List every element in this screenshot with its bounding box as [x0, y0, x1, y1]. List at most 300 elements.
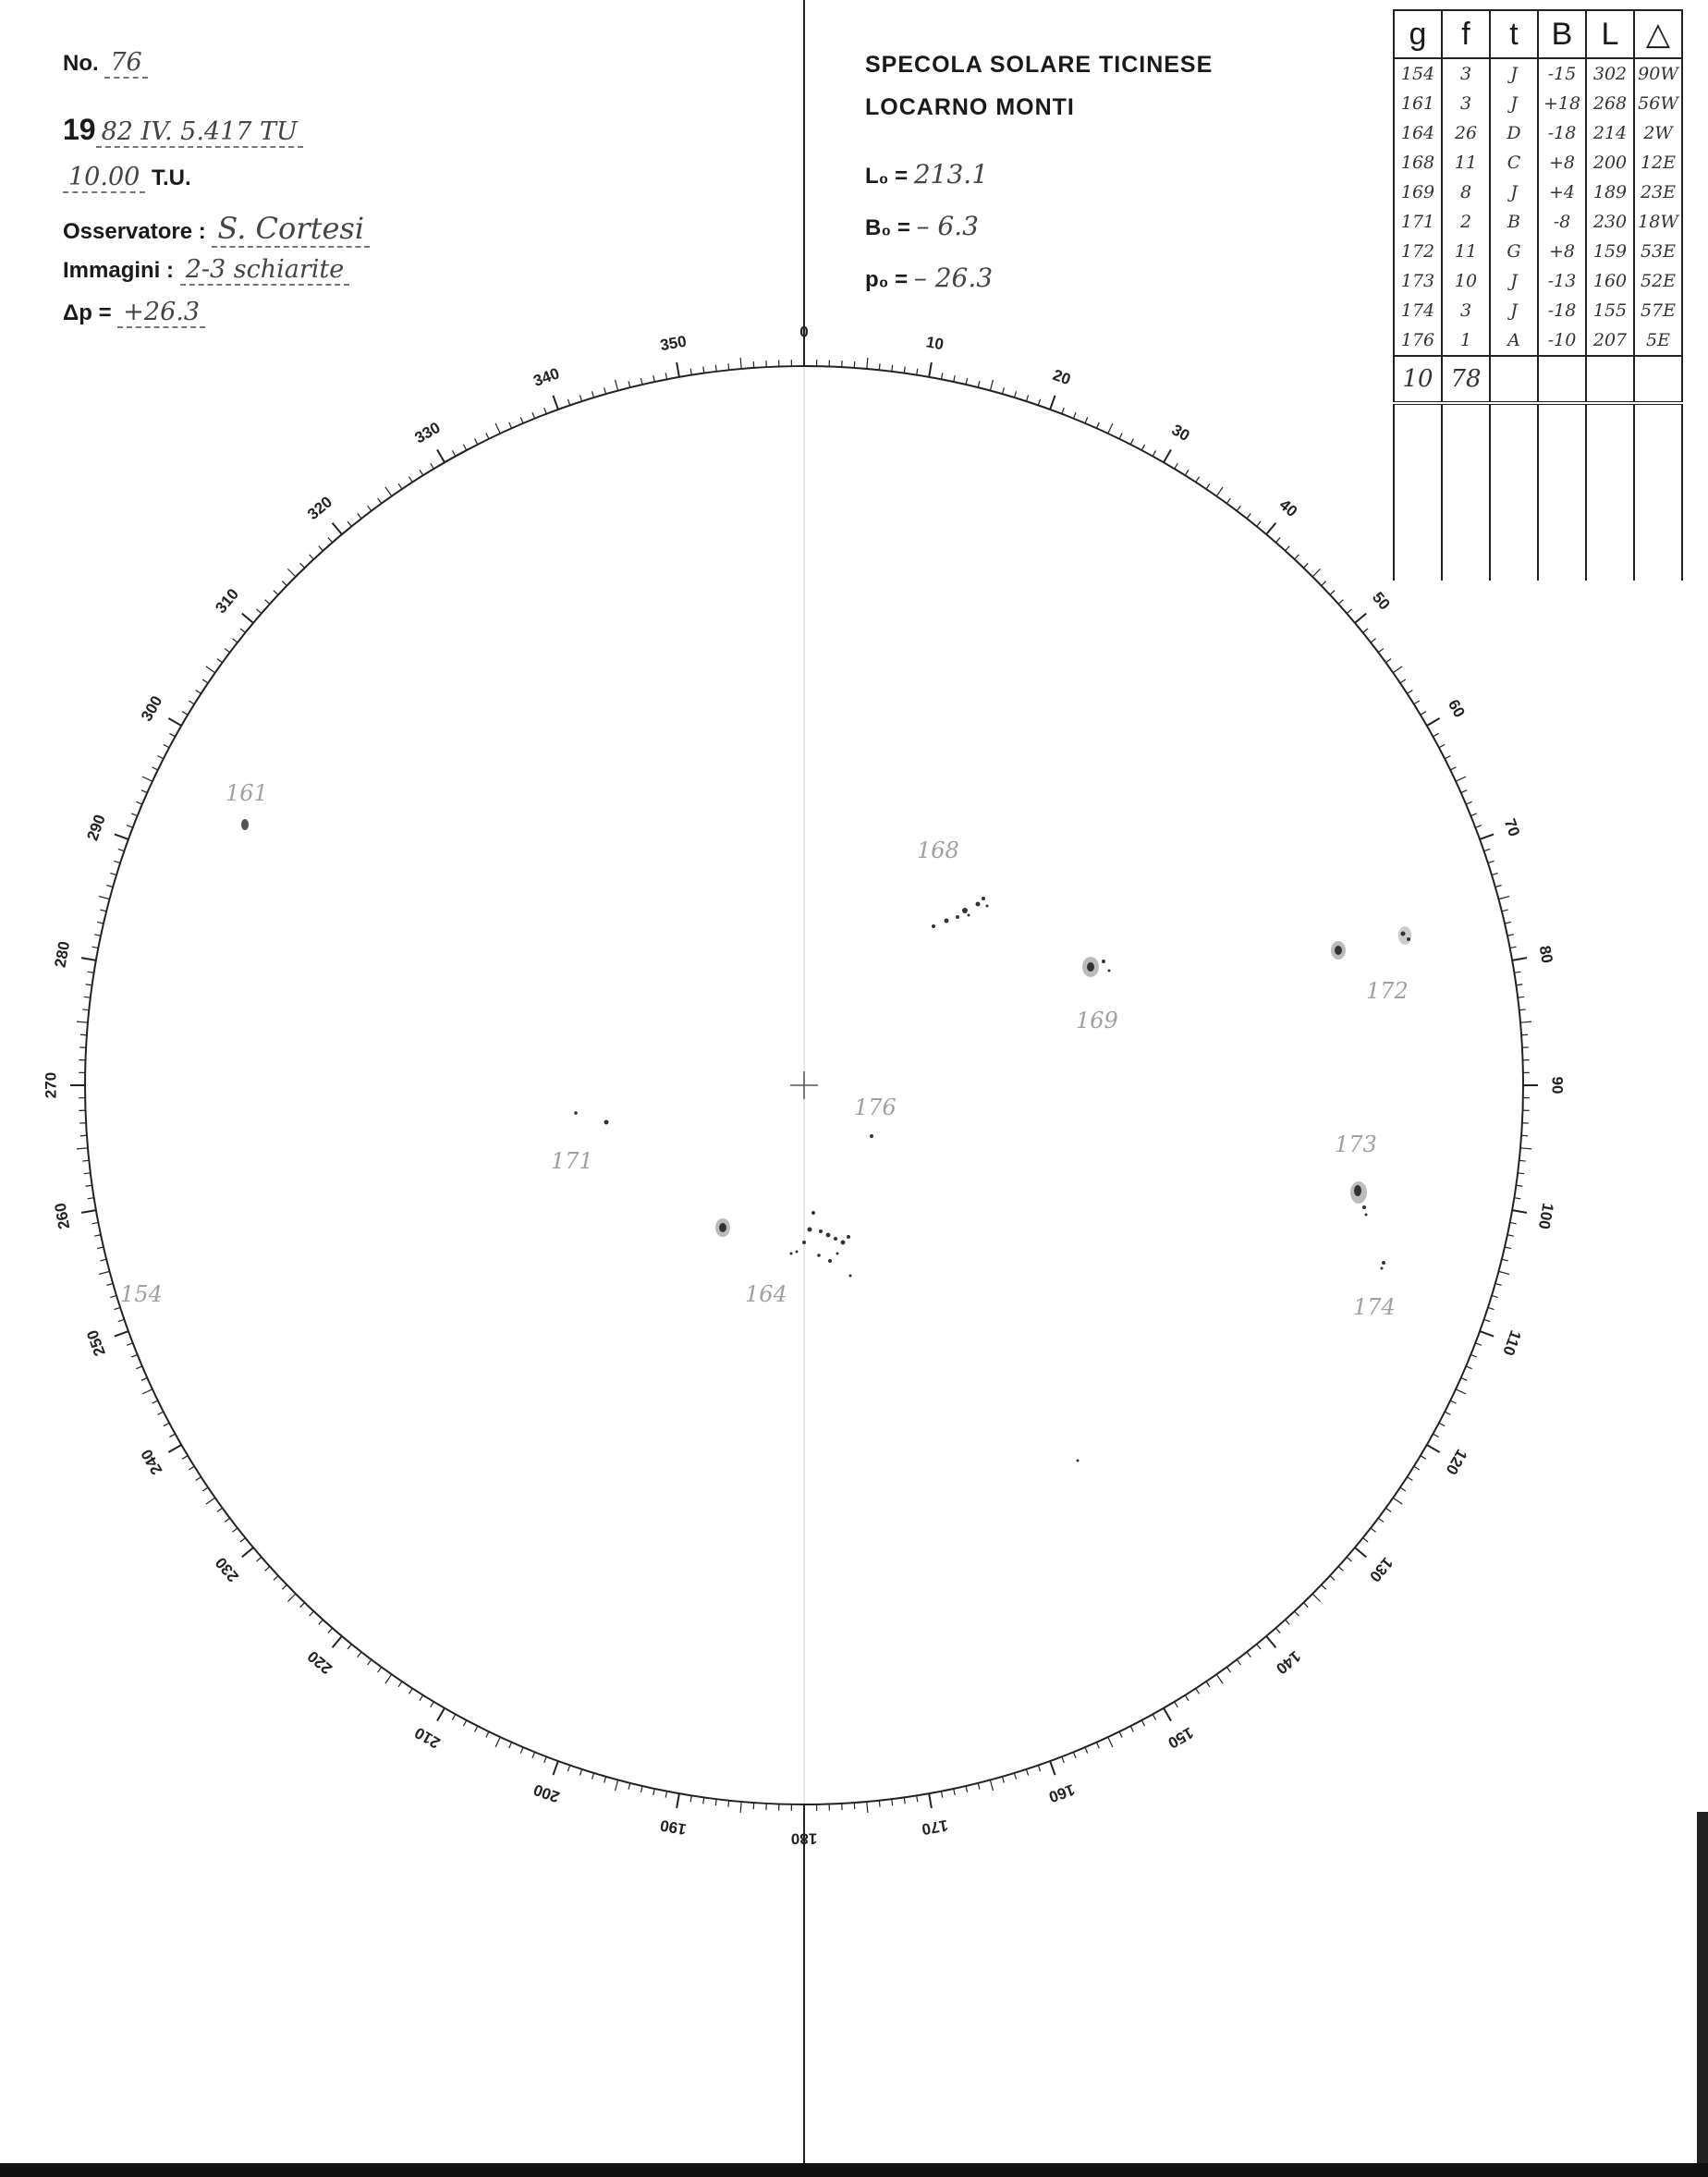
tick-mark — [300, 1603, 305, 1608]
tick-mark — [169, 1434, 175, 1437]
institution-location: LOCARNO MONTI — [865, 94, 1075, 120]
sunspot-161 — [241, 819, 249, 830]
tick-mark — [1498, 1271, 1509, 1274]
sunspot-169 — [1082, 957, 1111, 977]
tick-mark — [1085, 417, 1088, 422]
tick-mark — [86, 1185, 92, 1186]
tick-mark — [1141, 1720, 1144, 1726]
tick-mark — [385, 1674, 392, 1683]
tick-mark — [1014, 391, 1016, 397]
group-label-164: 164 — [745, 1281, 787, 1307]
cell-f: 10 — [1442, 266, 1490, 296]
tick-mark — [1196, 1688, 1200, 1694]
center-cross — [790, 1071, 818, 1099]
tick-mark — [917, 1795, 918, 1802]
tick-label-330: 330 — [411, 418, 444, 447]
tick-label-220: 220 — [304, 1646, 336, 1678]
images-value: 2-3 schiarite — [180, 255, 350, 286]
tick-mark — [1062, 1756, 1065, 1763]
tick-mark — [206, 667, 215, 673]
tick-mark — [168, 718, 181, 726]
tick-mark — [1363, 1538, 1368, 1542]
tick-label-40: 40 — [1275, 495, 1301, 521]
tick-mark — [257, 1557, 262, 1561]
tick-mark — [206, 1498, 215, 1504]
tick-mark — [553, 1761, 557, 1775]
tick-mark — [164, 1423, 169, 1425]
col-header-delta: △ — [1634, 10, 1682, 58]
tick-mark — [1257, 1645, 1261, 1649]
tick-mark — [1488, 861, 1494, 862]
tick-mark — [1185, 1695, 1189, 1701]
tick-mark — [1330, 591, 1335, 595]
tick-mark — [1393, 667, 1402, 673]
tick-mark — [94, 935, 101, 936]
group-label-154: 154 — [120, 1281, 163, 1307]
record-number-label: No. — [63, 51, 99, 76]
tick-mark — [114, 861, 120, 862]
tick-mark — [274, 591, 278, 595]
tick-mark — [1414, 701, 1420, 704]
tick-mark — [1456, 1389, 1466, 1394]
tick-mark — [1330, 1576, 1335, 1581]
tick-mark — [182, 1456, 188, 1460]
tick-mark — [310, 1611, 314, 1616]
tick-mark — [225, 649, 230, 653]
b0-value: – 6.3 — [916, 211, 979, 241]
cell-delta: 57E — [1634, 296, 1682, 325]
tick-mark — [92, 1222, 98, 1223]
cell-t: J — [1490, 177, 1538, 207]
tick-mark — [728, 1801, 729, 1807]
col-header-b: B — [1538, 10, 1586, 58]
tick-mark — [1338, 1567, 1343, 1572]
cell-f: 2 — [1442, 207, 1490, 237]
tick-mark — [509, 422, 512, 428]
tick-mark — [1507, 935, 1514, 936]
tick-mark — [169, 733, 175, 736]
p0-value: – 26.3 — [913, 263, 994, 293]
tick-mark — [1026, 1769, 1028, 1776]
tick-label-290: 290 — [83, 812, 109, 843]
tick-mark — [941, 1792, 942, 1798]
tick-mark — [1378, 649, 1384, 653]
tick-label-80: 80 — [1535, 944, 1556, 965]
tick-mark — [217, 659, 223, 663]
tick-mark — [1498, 897, 1509, 899]
tick-mark — [1312, 569, 1320, 576]
tick-mark — [1073, 1752, 1076, 1757]
cell-f: 3 — [1442, 58, 1490, 89]
tick-mark — [1439, 744, 1445, 747]
tick-mark — [904, 367, 905, 373]
tick-mark — [398, 1682, 402, 1687]
tick-mark — [1286, 1620, 1290, 1624]
tick-mark — [1445, 1412, 1450, 1414]
tick-mark — [1153, 1714, 1155, 1719]
tick-mark — [1257, 521, 1261, 526]
tick-mark — [929, 362, 932, 377]
tick-mark — [84, 1173, 91, 1174]
cell-b: -15 — [1538, 58, 1586, 89]
tick-label-20: 20 — [1050, 365, 1073, 389]
tick-mark — [1237, 506, 1240, 511]
tick-mark — [1378, 1518, 1384, 1522]
tick-mark — [475, 439, 478, 445]
tick-label-270: 270 — [42, 1071, 60, 1099]
cell-delta: 90W — [1634, 58, 1682, 89]
cell-t: J — [1490, 89, 1538, 118]
tick-mark — [110, 873, 116, 874]
sunspot-171 — [574, 1111, 608, 1124]
tick-mark — [978, 381, 980, 387]
tick-mark — [1427, 1445, 1440, 1452]
tick-mark — [1450, 1400, 1456, 1403]
tick-mark — [420, 470, 423, 475]
cell-g: 169 — [1394, 177, 1442, 207]
group-label-169: 169 — [1076, 1008, 1118, 1033]
tick-mark — [867, 1802, 868, 1813]
tick-mark — [300, 563, 305, 568]
tick-mark — [1512, 958, 1527, 960]
tick-mark — [1322, 581, 1326, 586]
tick-label-150: 150 — [1165, 1723, 1197, 1753]
tick-mark — [142, 1389, 152, 1394]
tick-mark — [703, 1797, 704, 1804]
tick-mark — [1026, 395, 1028, 401]
tick-mark — [1371, 1528, 1376, 1532]
tick-label-240: 240 — [137, 1446, 166, 1478]
tick-mark — [954, 1789, 955, 1795]
tick-mark — [333, 1636, 342, 1647]
tick-mark — [240, 1538, 245, 1542]
tick-mark — [740, 358, 741, 369]
cell-l: 268 — [1586, 89, 1634, 118]
tick-mark — [1488, 1307, 1494, 1309]
sunspot-164 — [715, 1211, 852, 1278]
tick-mark — [452, 450, 455, 456]
cell-f: 3 — [1442, 296, 1490, 325]
dp-value: +26.3 — [117, 298, 205, 328]
tick-mark — [265, 1567, 270, 1572]
cell-f: 11 — [1442, 237, 1490, 266]
tick-mark — [1286, 546, 1290, 551]
tick-mark — [703, 367, 704, 373]
tick-mark — [409, 477, 412, 483]
cell-l: 159 — [1586, 237, 1634, 266]
tick-mark — [1461, 790, 1467, 793]
tick-label-210: 210 — [411, 1723, 444, 1753]
tick-mark — [115, 834, 128, 838]
time-suffix: T.U. — [151, 165, 191, 190]
tick-mark — [1164, 1708, 1171, 1721]
tick-mark — [232, 639, 238, 642]
tick-mark — [1385, 1508, 1391, 1511]
tick-mark — [653, 375, 654, 382]
tick-mark — [740, 1802, 741, 1813]
cell-b: +18 — [1538, 89, 1586, 118]
tick-mark — [196, 690, 201, 693]
tick-mark — [1322, 1584, 1326, 1589]
tick-mark — [1038, 399, 1040, 406]
tick-mark — [141, 790, 147, 793]
tick-mark — [82, 1009, 89, 1010]
tick-mark — [106, 1283, 113, 1285]
tick-mark — [879, 1801, 880, 1807]
tick-mark — [1505, 1247, 1511, 1249]
tick-mark — [1338, 600, 1343, 605]
cell-delta: 53E — [1634, 237, 1682, 266]
tick-mark — [544, 1756, 547, 1763]
tick-label-340: 340 — [531, 364, 562, 390]
tick-mark — [158, 1412, 164, 1414]
tick-mark — [1421, 1456, 1426, 1460]
tick-mark — [990, 1780, 993, 1791]
sunspot-174 — [1381, 1261, 1386, 1270]
tick-mark — [580, 395, 581, 401]
tick-mark — [1002, 1777, 1004, 1783]
tick-label-130: 130 — [1365, 1553, 1397, 1585]
dp-label: Δp = — [63, 300, 112, 325]
sunspot-176 — [870, 1134, 873, 1138]
group-label-174: 174 — [1353, 1294, 1396, 1320]
cell-b: -18 — [1538, 118, 1586, 148]
tick-mark — [1164, 449, 1171, 462]
tick-mark — [966, 1786, 968, 1792]
tick-mark — [1445, 756, 1450, 759]
tick-mark — [1096, 422, 1099, 428]
tick-mark — [1480, 834, 1494, 838]
tick-mark — [217, 1508, 223, 1511]
tick-mark — [1470, 813, 1476, 816]
tick-mark — [97, 1247, 104, 1249]
tick-label-230: 230 — [212, 1553, 243, 1585]
tick-mark — [437, 449, 445, 462]
cell-t: J — [1490, 58, 1538, 89]
tick-mark — [1295, 555, 1299, 559]
tick-mark — [1363, 629, 1368, 632]
tick-mark — [1002, 387, 1004, 394]
tick-label-0: 0 — [799, 323, 809, 341]
cell-b: +4 — [1538, 177, 1586, 207]
cell-g: 161 — [1394, 89, 1442, 118]
tick-mark — [1456, 777, 1466, 781]
tick-mark — [978, 1783, 980, 1790]
tick-mark — [1275, 1628, 1280, 1633]
tick-mark — [1038, 1766, 1040, 1772]
tick-mark — [1492, 873, 1498, 874]
tick-mark — [677, 362, 679, 377]
tick-mark — [495, 1737, 500, 1747]
tick-mark — [1510, 947, 1517, 948]
tick-mark — [486, 433, 489, 438]
tick-mark — [368, 1659, 372, 1665]
tick-mark — [99, 897, 110, 899]
tick-mark — [232, 1528, 238, 1532]
tick-mark — [1237, 1659, 1240, 1665]
cell-t: A — [1490, 325, 1538, 356]
tick-mark — [99, 1271, 110, 1274]
cell-g: 168 — [1394, 148, 1442, 177]
sunspot-172 — [1331, 926, 1411, 960]
cell-t: G — [1490, 237, 1538, 266]
tick-mark — [348, 1645, 351, 1649]
l0-value: 213.1 — [913, 159, 989, 190]
tick-mark — [553, 396, 557, 410]
tick-mark — [463, 1720, 466, 1726]
cell-b: -13 — [1538, 266, 1586, 296]
tick-mark — [168, 1445, 181, 1452]
tick-mark — [1484, 849, 1491, 850]
tick-mark — [653, 1789, 654, 1795]
group-label-171: 171 — [551, 1148, 593, 1174]
tick-mark — [310, 555, 314, 559]
tick-mark — [567, 1766, 569, 1772]
tick-mark — [110, 1295, 116, 1297]
tick-mark — [136, 801, 141, 804]
tick-mark — [1414, 1466, 1420, 1470]
tick-mark — [1141, 445, 1144, 450]
tick-mark — [1520, 1021, 1531, 1022]
tick-mark — [127, 826, 133, 828]
images-label: Immagini : — [63, 258, 175, 283]
tick-mark — [929, 1793, 932, 1808]
tick-mark — [225, 1518, 230, 1522]
tick-mark — [1073, 412, 1076, 418]
tick-mark — [452, 1714, 455, 1719]
tick-mark — [348, 521, 351, 526]
scan-bottom-border — [0, 2163, 1708, 2177]
cell-f: 3 — [1442, 89, 1490, 118]
tick-mark — [127, 1343, 133, 1346]
tick-mark — [509, 1743, 512, 1748]
total-spots: 78 — [1442, 356, 1490, 403]
tick-mark — [202, 1487, 208, 1491]
tick-mark — [1312, 1594, 1320, 1601]
tick-mark — [1439, 1423, 1445, 1425]
tick-mark — [990, 380, 993, 391]
tick-mark — [257, 609, 262, 614]
tick-mark — [100, 910, 106, 911]
tick-mark — [319, 1620, 323, 1624]
tick-mark — [879, 363, 880, 370]
tick-mark — [1130, 439, 1133, 445]
tick-label-30: 30 — [1168, 421, 1193, 446]
p0-label: p₀ = — [865, 267, 909, 292]
cell-l: 189 — [1586, 177, 1634, 207]
tick-mark — [240, 629, 245, 632]
tick-mark — [328, 1628, 333, 1633]
tick-mark — [1512, 1210, 1527, 1213]
tick-mark — [81, 958, 96, 960]
tick-mark — [1119, 1731, 1122, 1737]
cell-t: C — [1490, 148, 1538, 177]
tick-mark — [1466, 1366, 1471, 1369]
tick-mark — [77, 1021, 88, 1022]
tick-mark — [592, 1773, 593, 1780]
tick-mark — [1108, 1737, 1113, 1747]
tick-mark — [640, 1786, 642, 1792]
tick-mark — [1407, 1477, 1412, 1481]
tick-mark — [88, 1198, 94, 1199]
observer-label: Osservatore : — [63, 219, 206, 244]
tick-mark — [1206, 1682, 1210, 1687]
tick-mark — [409, 1688, 412, 1694]
tick-label-50: 50 — [1368, 588, 1394, 614]
tick-mark — [1516, 1185, 1522, 1186]
tick-mark — [131, 1354, 137, 1357]
tick-mark — [520, 1747, 523, 1753]
cell-delta: 23E — [1634, 177, 1682, 207]
tick-label-140: 140 — [1272, 1646, 1304, 1678]
tick-mark — [1502, 1259, 1508, 1261]
tick-mark — [1153, 450, 1155, 456]
tick-mark — [1427, 718, 1440, 726]
tick-mark — [1421, 712, 1426, 715]
group-label-173: 173 — [1335, 1131, 1377, 1157]
col-header-t: t — [1490, 10, 1538, 58]
tick-mark — [1247, 513, 1250, 519]
tick-mark — [82, 1160, 89, 1161]
tick-mark — [118, 849, 125, 850]
tick-mark — [1355, 1547, 1366, 1557]
tick-mark — [385, 487, 392, 496]
tick-mark — [1062, 408, 1065, 414]
tick-mark — [715, 365, 716, 372]
tick-mark — [118, 1319, 125, 1321]
tick-label-160: 160 — [1046, 1780, 1078, 1806]
date-prefix: 19 — [63, 113, 96, 146]
cell-g: 174 — [1394, 296, 1442, 325]
tick-mark — [1519, 1009, 1526, 1010]
tick-label-310: 310 — [212, 585, 243, 618]
tick-mark — [532, 412, 535, 418]
tick-mark — [319, 546, 323, 551]
tick-mark — [141, 1377, 147, 1380]
tick-mark — [1502, 910, 1508, 911]
tick-mark — [358, 1652, 361, 1657]
tick-mark — [665, 1792, 666, 1798]
tick-mark — [1216, 487, 1223, 496]
cell-b: -18 — [1538, 296, 1586, 325]
tick-mark — [677, 1793, 679, 1808]
tick-mark — [328, 538, 333, 543]
tick-mark — [242, 1547, 253, 1557]
group-label-161: 161 — [226, 780, 268, 806]
cell-g: 172 — [1394, 237, 1442, 266]
tick-label-190: 190 — [658, 1816, 689, 1839]
tick-label-170: 170 — [920, 1816, 950, 1839]
tick-mark — [368, 506, 372, 511]
tick-mark — [690, 369, 691, 375]
tick-mark — [1130, 1726, 1133, 1731]
col-header-f: f — [1442, 10, 1490, 58]
tick-mark — [1108, 423, 1113, 434]
tick-mark — [1466, 801, 1471, 804]
sunspot-stray — [1077, 1460, 1080, 1462]
col-header-g: g — [1394, 10, 1442, 58]
tick-mark — [1492, 1295, 1498, 1297]
tick-mark — [941, 373, 942, 379]
cell-g: 171 — [1394, 207, 1442, 237]
tick-mark — [1347, 1557, 1351, 1561]
cell-g: 173 — [1394, 266, 1442, 296]
tick-mark — [1480, 1331, 1494, 1336]
tick-mark — [904, 1797, 905, 1804]
tick-mark — [1247, 1652, 1250, 1657]
tick-mark — [94, 1235, 101, 1236]
cell-delta: 56W — [1634, 89, 1682, 118]
